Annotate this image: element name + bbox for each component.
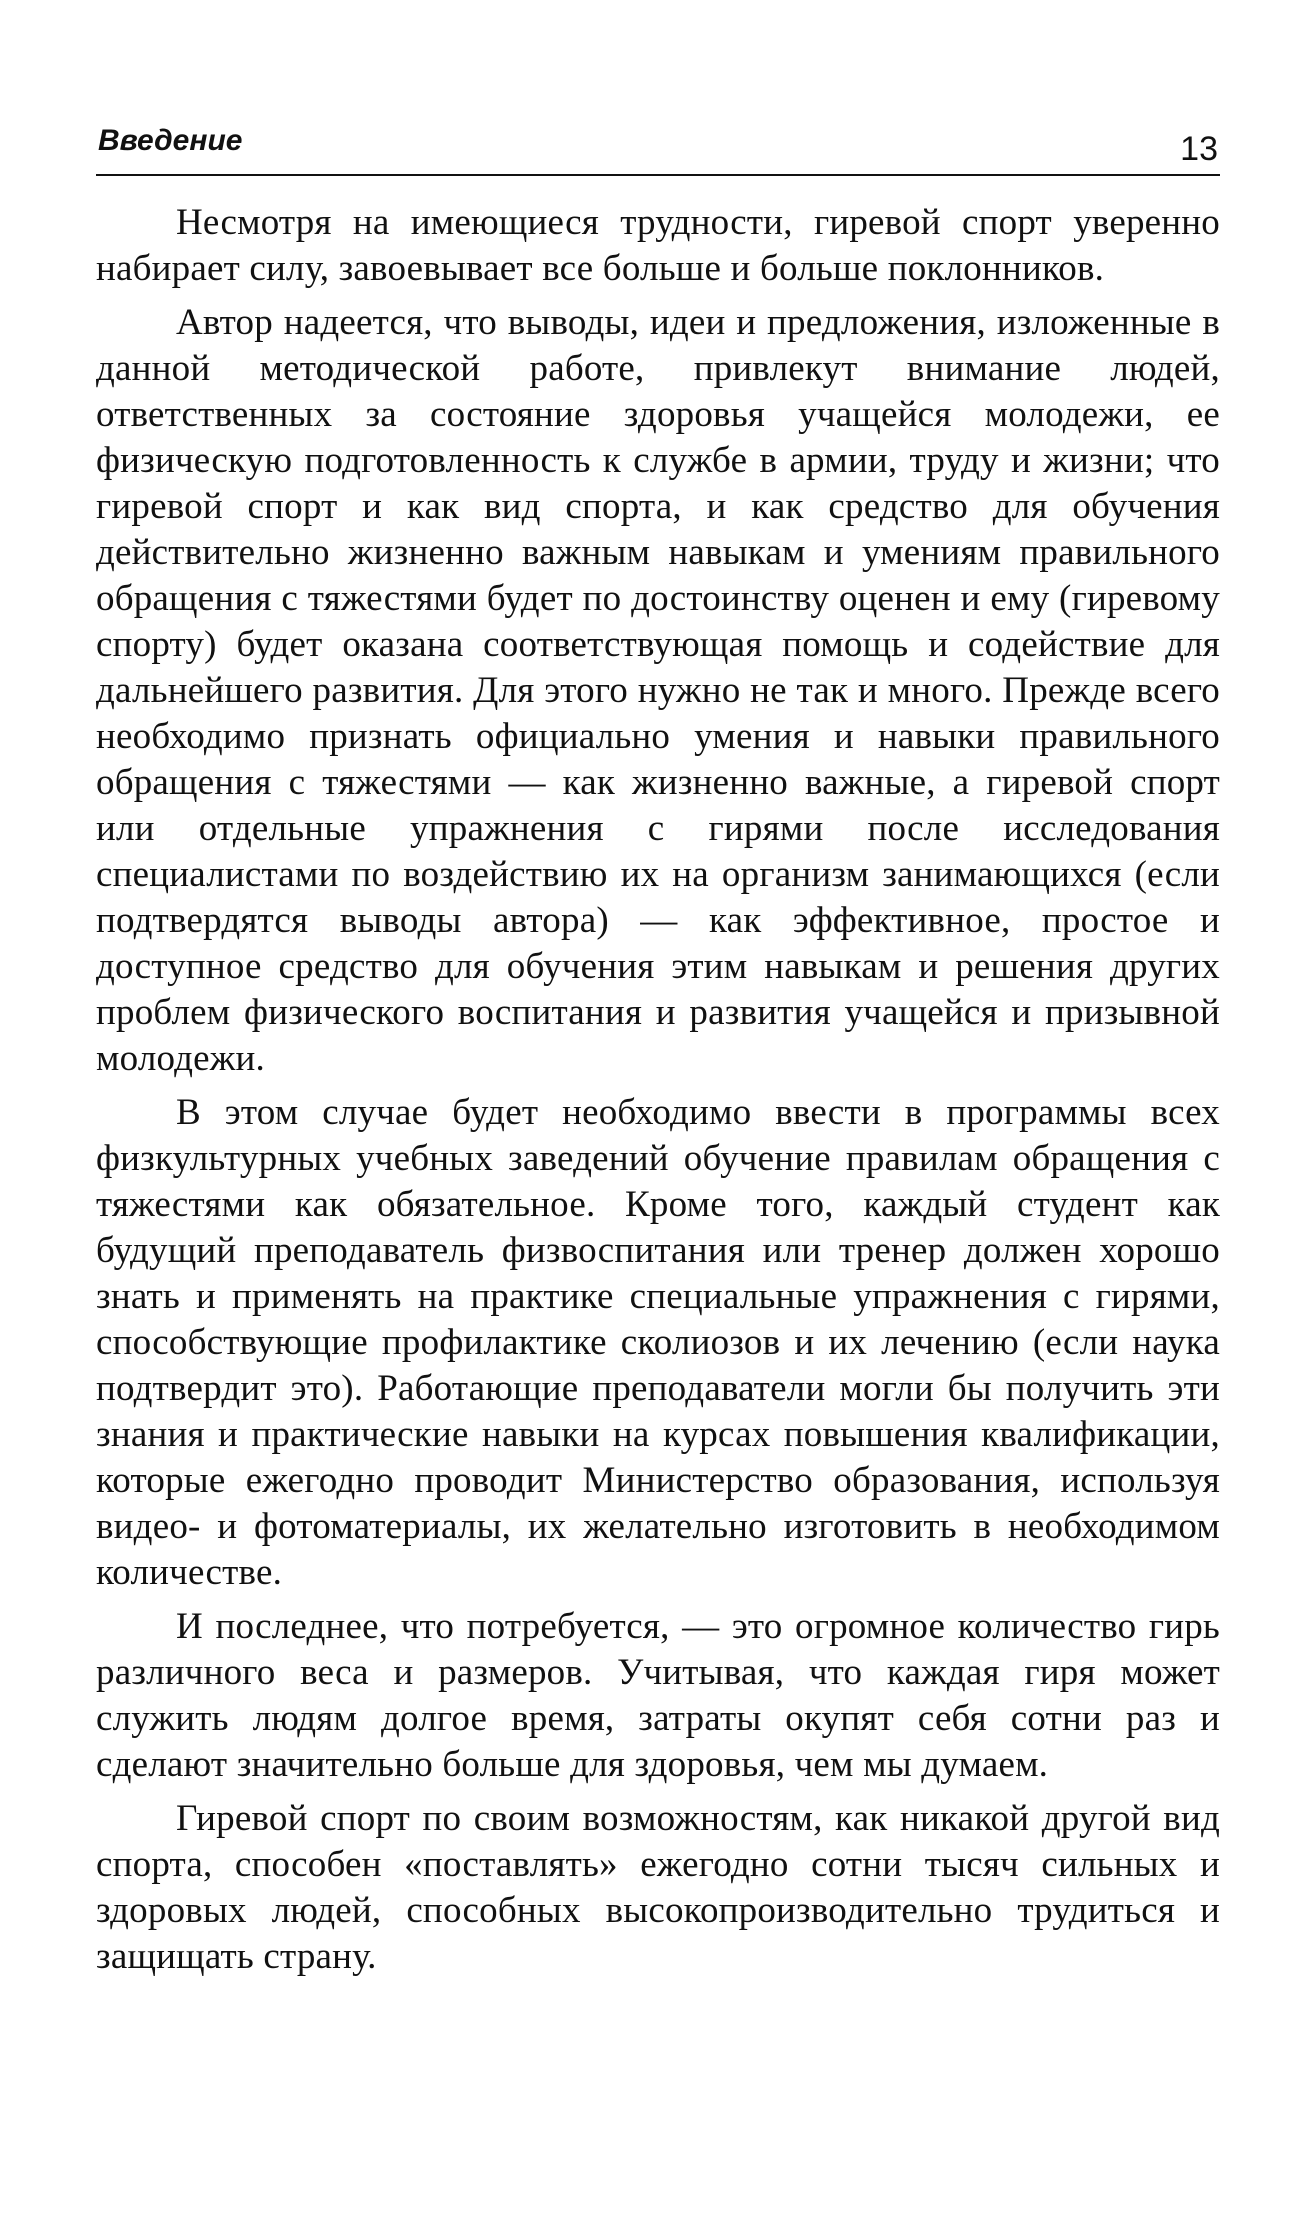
paragraph: Гиревой спорт по своим возможностям, как никакой другой вид спорта, способен «поставлять» ежегодно сотни тысяч сильных и здоровых людей, способных высокопроизводительно трудиться и защищать страну. xyxy=(96,1798,1220,1977)
body-text xyxy=(96,200,1220,1980)
page-number: 13 xyxy=(1180,130,1218,168)
paragraph: Автор надеется, что выводы, идеи и предложения, изложенные в данной методической работе, привлекут внимание людей, ответственных за состояние здоровья учащейся молодежи, ее физическую подготовленность к службе в армии, труду и жизни; что гиревой спорт и как вид спорта, и как средство для обучения действительно жизненно важным навыкам и умениям правильного обращения с тяжестями будет по достоинству оценен и ему (гиревому спорту) будет оказана соответствующая помощь и содействие для дальнейшего развития. Для этого нужно не так и много. Прежде всего необходимо признать официально умения и навыки правильного обращения с тяжестями — как жизненно важные, а гиревой спорт или отдельные упражнения с гирями после исследования специалистами по воздействию их на организм занимающихся (если подтвердятся выводы автора) — как эффективное, простое и доступное средство для обучения этим навыкам и решения других проблем физического воспитания и развития учащейся и призывной молодежи. xyxy=(96,302,1220,1079)
running-header xyxy=(96,110,1220,176)
book-page xyxy=(96,110,1220,1980)
paragraph: И последнее, что потребуется, — это огромное количество гирь различного веса и размеров. Учитывая, что каждая гиря может служить людям долгое время, затраты окупят себя сотни раз и сделают значительно больше для здоровья, чем мы думаем. xyxy=(96,1606,1220,1785)
paragraph: Несмотря на имеющиеся трудности, гиревой спорт уверенно набирает силу, завоевывает все больше и больше поклонников. xyxy=(96,202,1220,289)
paragraph: В этом случае будет необходимо ввести в программы всех физкультурных учебных заведений обучение правилам обращения с тяжестями как обязательное. Кроме того, каждый студент как будущий преподаватель физвоспитания или тренер должен хорошо знать и применять на практике специальные упражнения с гирями, способствующие профилактике сколиозов и их лечению (если наука подтвердит это). Работающие преподаватели могли бы получить эти знания и практические навыки на курсах повышения квалификации, которые ежегодно проводит Министерство образования, используя видео- и фотоматериалы, их желательно изготовить в необходимом количестве. xyxy=(96,1092,1220,1593)
section-title: Введение xyxy=(98,124,243,157)
